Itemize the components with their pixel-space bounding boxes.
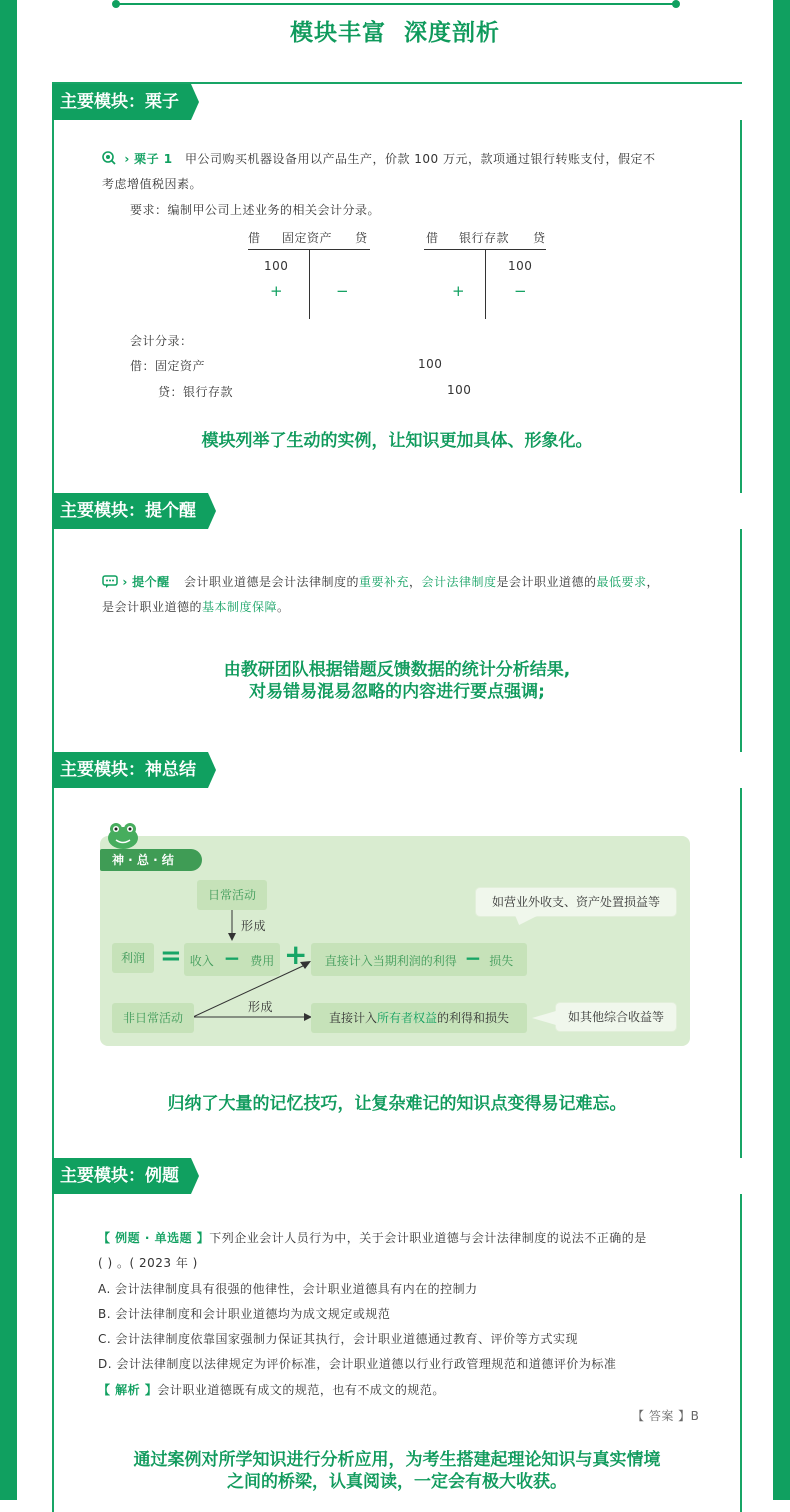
journal-credit: 贷：银行存款 (158, 385, 234, 399)
question-label: 【 例题 · 单选题 】 (98, 1231, 210, 1245)
tixing-label: 提个醒 (132, 575, 170, 589)
t2-name: 银行存款 (459, 231, 510, 245)
t1-credit: 贷 (355, 231, 368, 245)
tixing-text: ， (408, 575, 422, 589)
t2-amount: 100 (508, 259, 533, 273)
node-equity-text: 直接计入 (328, 1011, 377, 1025)
label-forms-2: 形成 (248, 1000, 274, 1014)
node-equity-text: 的利得和损失 (437, 1011, 510, 1025)
section-header-lizi: 主要模块：栗子 (52, 84, 191, 120)
node-direct-gains-text: 直接计入当期利润的利得 (324, 954, 457, 968)
t2-plus: + (452, 282, 466, 300)
node-non-daily: 非日常活动 (112, 1003, 194, 1033)
node-expense: 费用 (250, 954, 275, 968)
tixing-text: 是会计职业道德的 (496, 575, 597, 589)
tixing-tagline-2: 对易错易混易忽略的内容进行要点强调; (249, 682, 545, 702)
example-label: 栗子 1 (134, 152, 173, 166)
minus-sign-icon: − (464, 946, 482, 970)
option-d: D. 会计法律制度以法律规定为评价标准，会计职业道德以行业行政管理规范和道德评价为标准 (98, 1357, 617, 1371)
lizi-example: › 栗子 1 甲公司购买机器设备用以产品生产，价款 100 万元，款项通过银行转账支付，假定不 (102, 150, 656, 167)
minus-sign-icon: − (223, 946, 241, 970)
example-text-line2: 考虑增值税因素。 (102, 177, 203, 191)
liti-tagline-1: 通过案例对所学知识进行分析应用，为考生搭建起理论知识与真实情境 (133, 1450, 661, 1470)
t2-minus: − (514, 282, 528, 300)
tixing-tagline-1: 由教研团队根据错题反馈数据的统计分析结果, (223, 660, 571, 680)
question-text: 下列企业会计人员行为中，关于会计职业道德与会计法律制度的说法不正确的是 (209, 1231, 647, 1245)
tixing-text: 是会计职业道德的 (102, 600, 203, 614)
journal-debit: 借：固定资产 (130, 359, 206, 373)
analysis-line (98, 1381, 445, 1398)
option-c: C. 会计法律制度依靠国家强制力保证其执行，会计职业道德通过教育、评价等方式实现 (98, 1332, 579, 1346)
section-header-tixing: 主要模块：提个醒 (52, 493, 208, 529)
node-direct-gains (311, 943, 527, 976)
summary-tab: 神 · 总 · 结 (100, 849, 202, 871)
page-title: 模块丰富 深度剖析 (289, 20, 500, 46)
tixing-highlight: 会计法律制度 (421, 575, 497, 589)
example-text-line1: 甲公司购买机器设备用以产品生产，价款 100 万元，款项通过银行转账支付，假定不 (184, 152, 656, 166)
option-b: B. 会计法律制度和会计职业道德均为成文规定或规范 (98, 1307, 391, 1321)
node-income: 收入 (189, 954, 214, 968)
journal-title: 会计分录： (130, 334, 193, 348)
journal-debit-amount: 100 (418, 357, 443, 371)
node-income-expense (184, 943, 280, 976)
tixing-highlight: 重要补充 (358, 575, 409, 589)
option-a: A. 会计法律制度具有很强的他律性，会计职业道德具有内在的控制力 (98, 1282, 478, 1296)
question-line2: ( ) 。( 2023 年 ) (98, 1256, 198, 1270)
journal-credit-amount: 100 (447, 383, 472, 397)
section-header-shenzongjie: 主要模块：神总结 (52, 752, 208, 788)
label-forms-1: 形成 (241, 919, 267, 933)
t1-plus: + (270, 282, 284, 300)
summary-tagline: 归纳了大量的记忆技巧，让复杂难记的知识点变得易记难忘。 (167, 1094, 627, 1114)
t1-name: 固定资产 (282, 231, 333, 245)
node-loss: 损失 (489, 954, 514, 968)
tixing-highlight: 最低要求 (596, 575, 647, 589)
section-header-liti: 主要模块：例题 (52, 1158, 191, 1194)
t2-debit: 借 (426, 231, 439, 245)
answer-label: 【 答案 】B (632, 1409, 700, 1423)
tixing-text: 会计职业道德是会计法律制度的 (183, 575, 359, 589)
node-daily-activities: 日常活动 (197, 880, 267, 910)
callout-oci: 如其他综合收益等 (556, 1003, 676, 1031)
tixing-highlight: 基本制度保障 (202, 600, 278, 614)
t1-minus: − (336, 282, 350, 300)
plus-sign-icon: + (284, 938, 308, 971)
callout-tail-2 (532, 1011, 556, 1025)
requirement-text: 要求：编制甲公司上述业务的相关会计分录。 (130, 203, 381, 217)
node-profit: 利润 (112, 943, 154, 973)
tixing-text: ， (646, 575, 660, 589)
tixing-text: 。 (277, 600, 290, 614)
node-equity-highlight: 所有者权益 (376, 1011, 437, 1025)
question-line1 (98, 1229, 647, 1246)
equals-sign-icon: = (160, 941, 182, 971)
lizi-tagline: 模块列举了生动的实例，让知识更加具体、形象化。 (201, 431, 593, 451)
callout-operating: 如营业外收支、资产处置损益等 (476, 888, 676, 916)
t1-debit: 借 (248, 231, 261, 245)
t2-credit: 贷 (533, 231, 546, 245)
analysis-text: 会计职业道德既有成文的规范，也有不成文的规范。 (157, 1383, 445, 1397)
tixing-line1: › 提个醒 会计职业道德是会计法律制度的重要补充，会计法律制度是会计职业道德的最低要求， (102, 573, 659, 590)
liti-tagline-2: 之间的桥梁，认真阅读，一定会有极大收获。 (227, 1472, 567, 1492)
analysis-label: 【 解析 】 (98, 1383, 158, 1397)
t1-amount: 100 (264, 259, 289, 273)
node-equity-gains (311, 1003, 527, 1033)
